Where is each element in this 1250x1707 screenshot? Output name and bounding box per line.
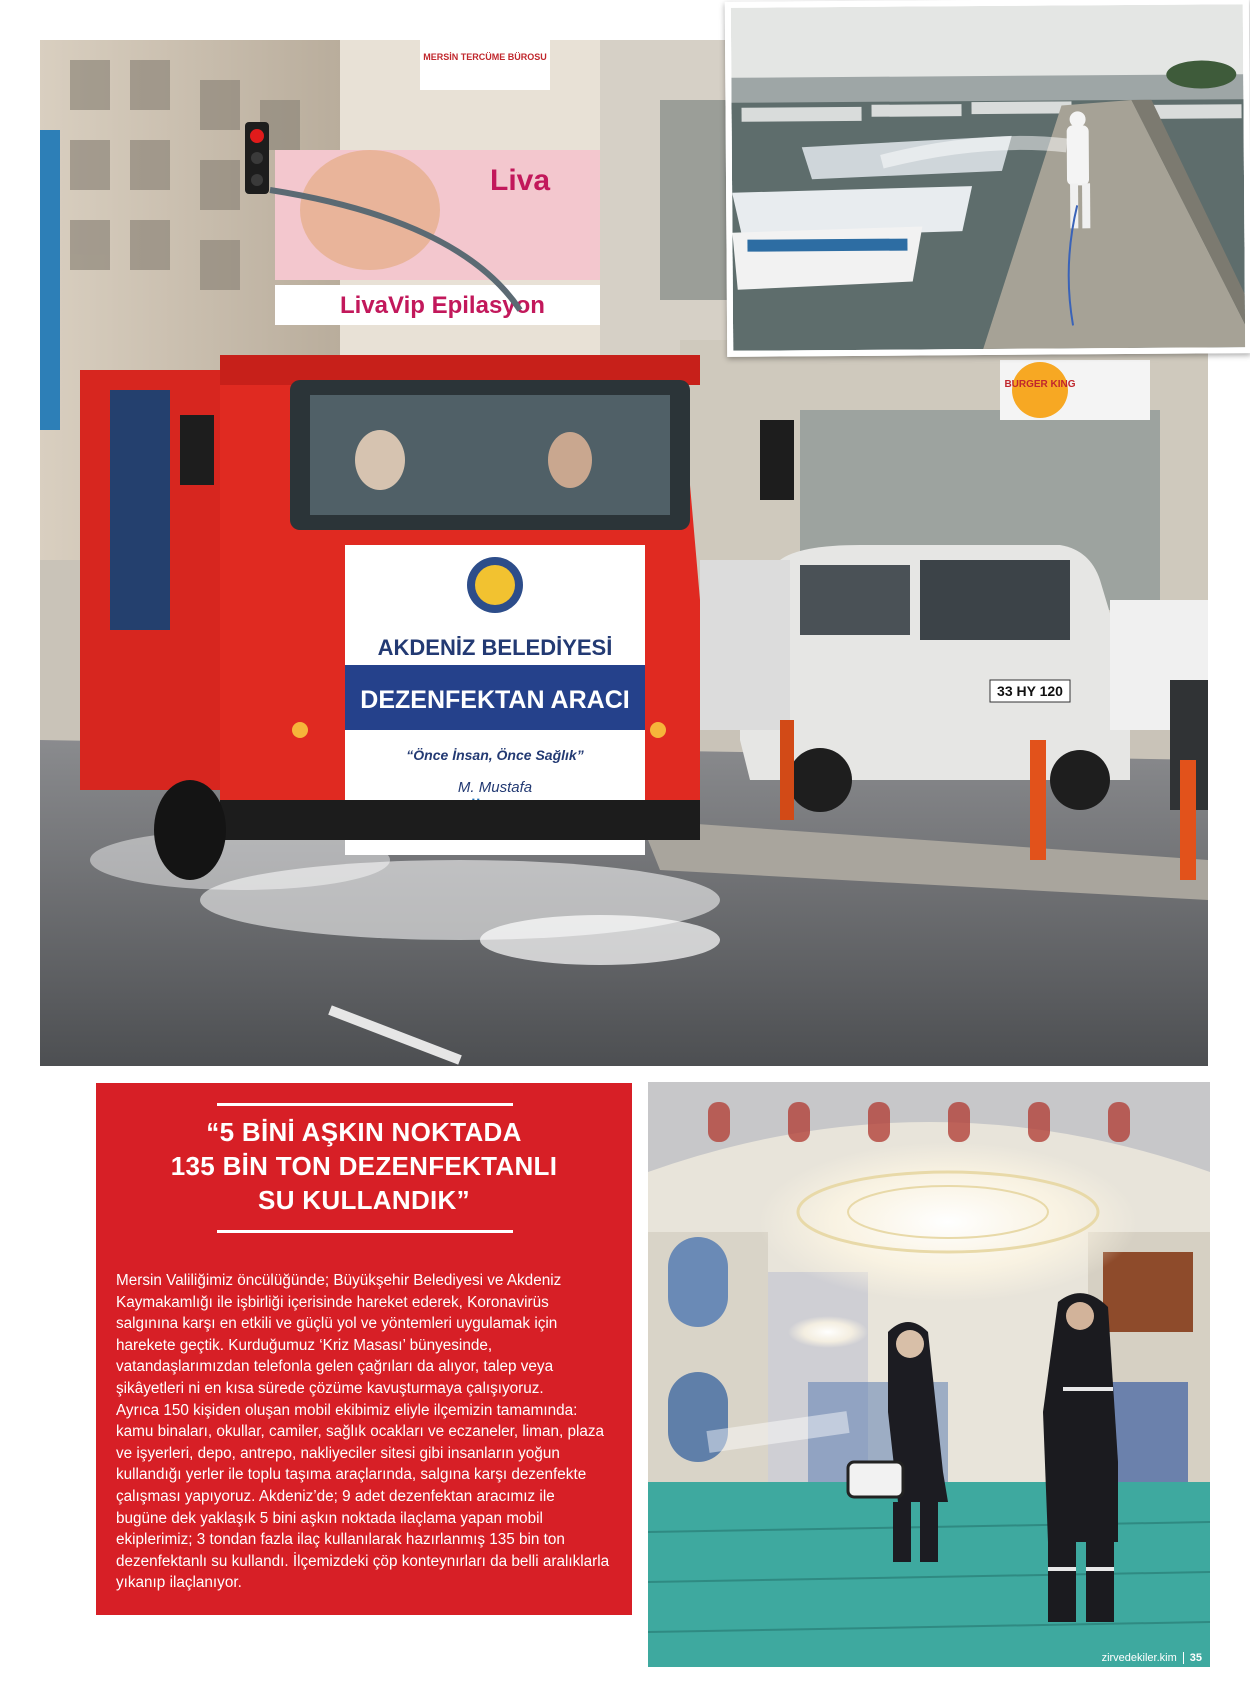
quote-panel: [96, 1083, 632, 1615]
banner-signature: M. Mustafa: [457, 779, 533, 796]
harbor-disinfection-photo: [725, 0, 1250, 357]
footer-site: zirvedekiler.kim: [1101, 1652, 1177, 1664]
pull-quote-line: 135 BİN TON DEZENFEKTANLI: [170, 1151, 558, 1181]
divider-bottom: [217, 1230, 513, 1233]
article-body: [116, 1270, 610, 1594]
article-paragraph: Ayrıca 150 kişiden oluşan mobil ekibimiz eliyle ilçemizin tamamında: kamu binaları, okullar, camiler, sağlık ocakları ve eczaneler, liman, plaza ve işyerleri, depo, antrepo, nakliyeciler sitesi gibi insanların yoğun kullandığı yerler ile toplu taşıma araçlarında, salgına karşı dezenfekte çalışması yapıyoruz. Akdeniz’de; 9 adet dezenfektan aracımız ile bugüne dek yaklaşık 5 bini aşkın noktada ilaçlama yapan mobil ekiplerimiz; 3 tondan fazla ilaç kullanılarak hazırlanmış 135 bin ton dezenfektanlı su kullandı. İlçemizdeki çöp konteynırları da belli aralıklarla yıkanıp ilaçlanıyor.: [116, 1401, 610, 1592]
svg-text:Liva: Liva: [490, 164, 551, 197]
burger-king-sign: BURGER KING: [1004, 379, 1076, 390]
banner-org: AKDENİZ BELEDİYESİ: [377, 635, 613, 660]
divider-top: [217, 1103, 513, 1106]
van-plate: 33 HY 120: [997, 683, 1063, 699]
svg-text:MERSİN TERCÜME BÜROSU: MERSİN TERCÜME BÜROSU: [423, 52, 547, 62]
footer-separator: [1183, 1652, 1184, 1664]
liva-sign-text: LivaVip Epilasyon: [340, 292, 545, 319]
mosque-disinfection-photo: [648, 1082, 1210, 1667]
page-number: 35: [1189, 1652, 1202, 1664]
pull-quote-line: SU KULLANDIK”: [258, 1185, 470, 1215]
banner-slogan: “Önce İnsan, Önce Sağlık”: [406, 747, 584, 763]
page-footer: [1102, 1650, 1202, 1666]
pull-quote-line: “5 BİNİ AŞKIN NOKTADA: [206, 1117, 522, 1147]
article-paragraph: Mersin Valiliğimiz öncülüğünde; Büyükşehir Belediyesi ve Akdeniz Kaymakamlığı ile işbirliği içerisinde hareket ederek, Koronavirüs salgınına karşı en etkili ve güçlü yol ve yöntemleri uygulamak için harekete geçtik. Kurduğumuz ‘Kriz Masası’ bünyesinde, vatandaşlarımızdan telefonla gelen çağrıları da alıyor, talep veya şikâyetleri ni en kısa sürede çözüme kavuşturmaya çalışıyoruz.: [116, 1272, 562, 1397]
banner-title: DEZENFEKTAN ARACI: [360, 686, 630, 714]
pull-quote-title: [116, 1115, 612, 1217]
